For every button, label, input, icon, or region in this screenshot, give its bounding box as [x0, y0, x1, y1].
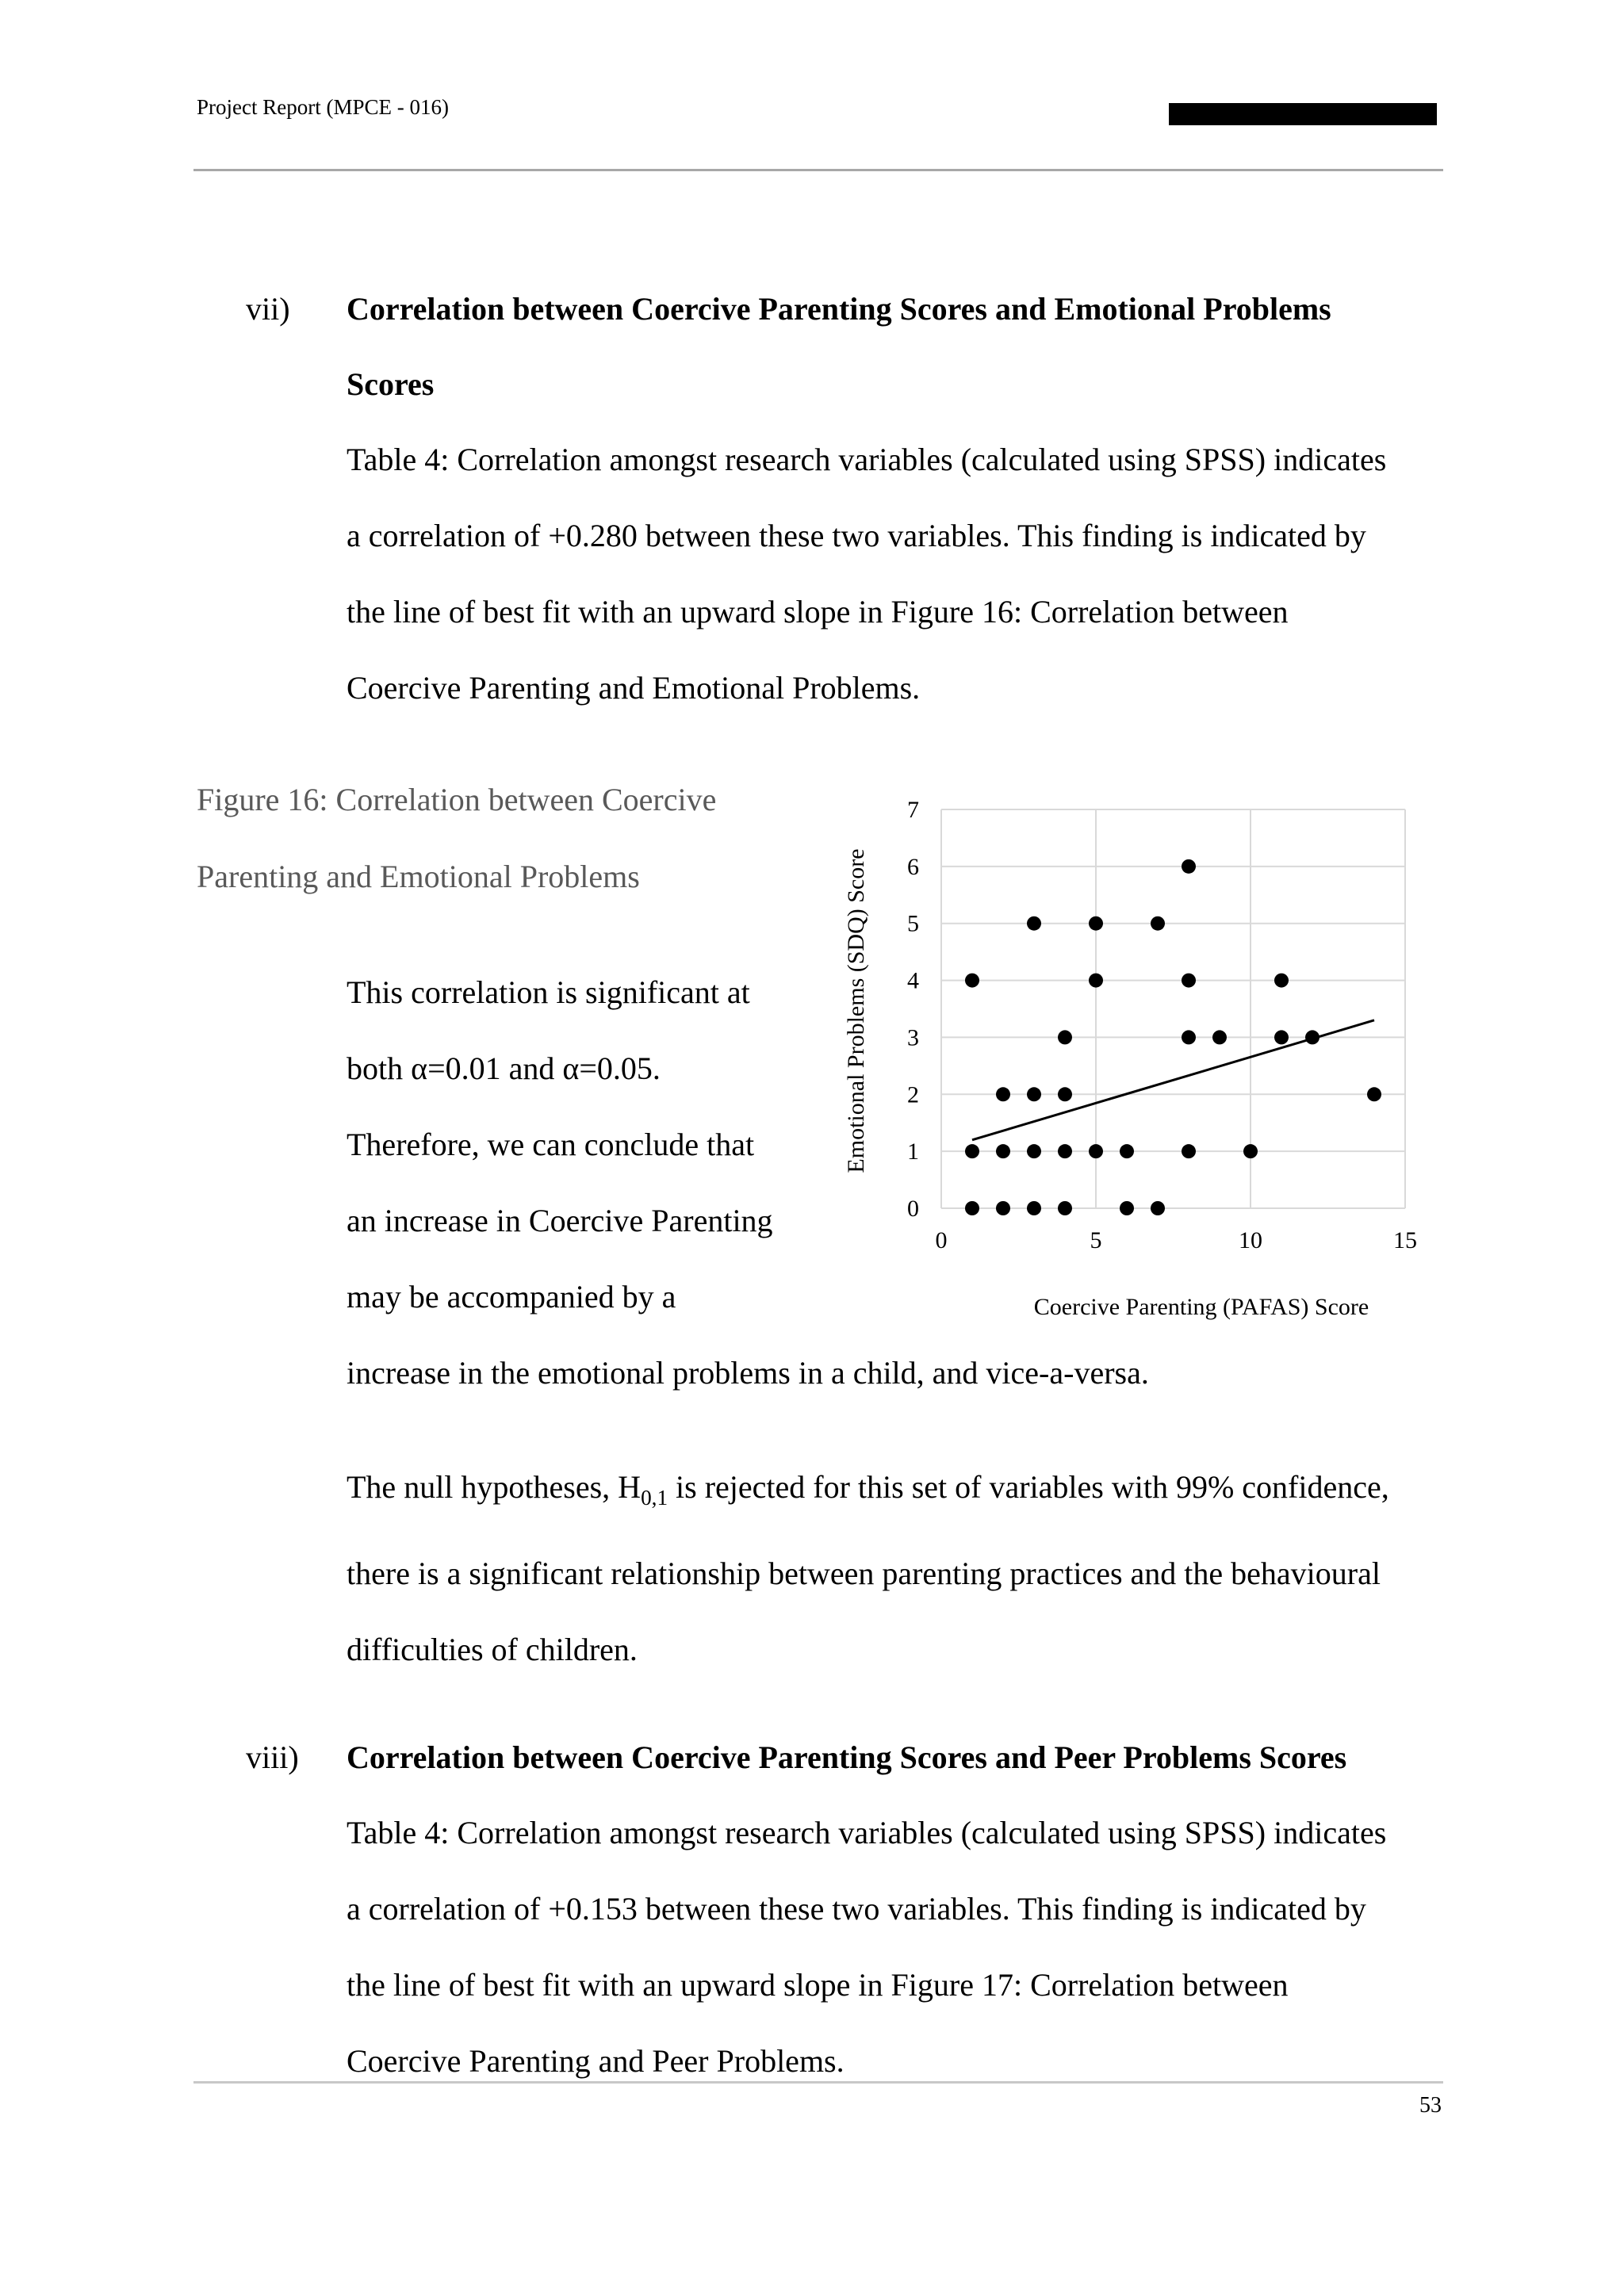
section-number-viii: viii)	[246, 1739, 299, 1775]
data-point	[1151, 916, 1165, 931]
x-tick-label: 0	[935, 1227, 948, 1253]
x-axis-label: Coercive Parenting (PAFAS) Score	[1033, 1294, 1369, 1320]
data-point	[1027, 1087, 1041, 1101]
data-point	[965, 1144, 979, 1158]
data-point	[1243, 1144, 1258, 1158]
data-point	[1120, 1144, 1134, 1158]
y-tick-label: 6	[907, 853, 919, 880]
paragraph-line: Table 4: Correlation amongst research variables (calculated using SPSS) indicates	[347, 1815, 1387, 1850]
data-point	[1182, 1144, 1196, 1158]
data-point	[1089, 974, 1103, 988]
data-point	[965, 1201, 979, 1215]
data-point	[1182, 859, 1196, 874]
data-point	[1089, 916, 1103, 931]
paragraph-line: Table 4: Correlation amongst research variables (calculated using SPSS) indicates	[347, 442, 1387, 477]
section-heading-vii-line1: Correlation between Coercive Parenting Scores and Emotional Problems	[347, 291, 1331, 327]
hypothesis-line3: difficulties of children.	[347, 1632, 638, 1667]
section-number-vii: vii)	[246, 291, 290, 327]
y-axis-label: Emotional Problems (SDQ) Score	[843, 848, 869, 1173]
y-tick-label: 4	[907, 967, 919, 994]
paragraph-line: the line of best fit with an upward slope in Figure 17: Correlation between	[347, 1967, 1289, 2003]
paragraph-line: Coercive Parenting and Peer Problems.	[347, 2043, 845, 2079]
data-point	[965, 974, 979, 988]
hypothesis-line2: there is a significant relationship between parenting practices and the behavioural	[347, 1556, 1381, 1591]
paragraph-line: a correlation of +0.153 between these two variables. This finding is indicated by	[347, 1891, 1366, 1927]
data-point	[1182, 1030, 1196, 1044]
data-point	[1274, 974, 1289, 988]
x-tick-label: 5	[1090, 1227, 1102, 1253]
section-heading-vii-line2: Scores	[347, 366, 435, 402]
significance-line: both α=0.01 and α=0.05.	[347, 1050, 661, 1086]
figure-caption-line: Figure 16: Correlation between Coercive	[197, 782, 717, 817]
y-tick-label: 7	[907, 797, 919, 823]
significance-line: This correlation is significant at	[347, 974, 750, 1010]
scatter-chart	[825, 781, 1443, 1336]
hypothesis-suffix: is rejected for this set of variables with 99% confidence,	[668, 1469, 1389, 1505]
x-tick-label: 15	[1393, 1227, 1417, 1253]
data-point	[1120, 1201, 1134, 1215]
paragraph-line: Coercive Parenting and Emotional Problems.	[347, 670, 921, 706]
page-number: 53	[1419, 2093, 1442, 2118]
data-point	[1151, 1201, 1165, 1215]
data-point	[1058, 1030, 1072, 1044]
y-tick-label: 5	[907, 910, 919, 937]
y-tick-label: 2	[907, 1081, 919, 1108]
significance-line: an increase in Coercive Parenting	[347, 1203, 773, 1238]
data-point	[1058, 1201, 1072, 1215]
y-tick-label: 3	[907, 1024, 919, 1051]
redaction-bar	[1169, 103, 1437, 125]
section-viii-paragraph	[347, 1795, 1386, 2099]
data-point	[1058, 1087, 1072, 1101]
data-point	[1027, 916, 1041, 931]
running-header: Project Report (MPCE - 016)	[197, 95, 449, 119]
section-heading-viii: Correlation between Coercive Parenting Scores and Peer Problems Scores	[347, 1739, 1347, 1775]
data-point	[1274, 1030, 1289, 1044]
significance-line: may be accompanied by a	[347, 1279, 676, 1314]
hypothesis-subscript: 0,1	[641, 1486, 668, 1510]
x-tick-label: 10	[1239, 1227, 1262, 1253]
significance-line: increase in the emotional problems in a child, and vice-a-versa.	[347, 1355, 1149, 1391]
data-point	[1089, 1144, 1103, 1158]
data-point	[1058, 1144, 1072, 1158]
paragraph-line: the line of best fit with an upward slope in Figure 16: Correlation between	[347, 594, 1289, 629]
hypothesis-paragraph	[347, 1449, 1389, 1688]
data-point	[996, 1201, 1010, 1215]
significance-line: Therefore, we can conclude that	[347, 1127, 755, 1162]
data-point	[1027, 1144, 1041, 1158]
hypothesis-line1	[347, 1449, 1389, 1536]
figure-caption-line: Parenting and Emotional Problems	[197, 859, 640, 894]
data-point	[1182, 974, 1196, 988]
footer-rule	[193, 2081, 1443, 2084]
data-point	[996, 1144, 1010, 1158]
section-vii-paragraph	[347, 422, 1386, 726]
data-point	[1212, 1030, 1227, 1044]
data-point	[1305, 1030, 1320, 1044]
y-tick-label: 0	[907, 1196, 919, 1222]
paragraph-line: a correlation of +0.280 between these two variables. This finding is indicated by	[347, 518, 1366, 553]
data-point	[1027, 1201, 1041, 1215]
hypothesis-prefix: The null hypotheses, H	[347, 1469, 642, 1505]
y-tick-label: 1	[907, 1138, 919, 1165]
data-point	[996, 1087, 1010, 1101]
data-point	[1367, 1087, 1381, 1101]
figure-caption	[197, 761, 716, 915]
header-rule	[193, 169, 1443, 171]
